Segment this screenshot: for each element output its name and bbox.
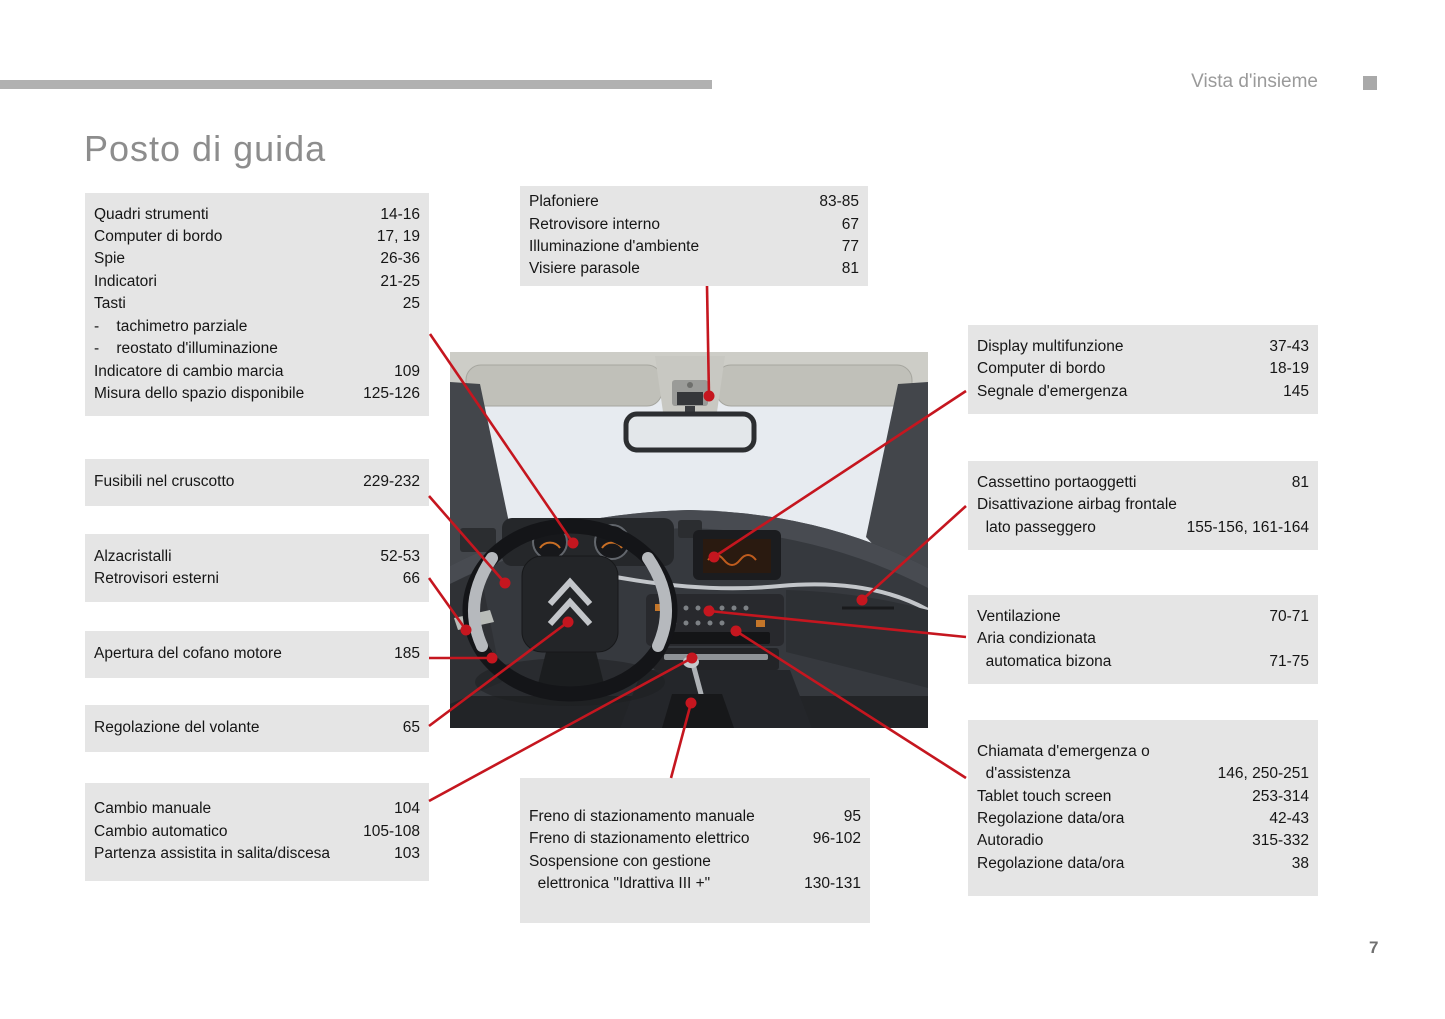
- entry-label: Partenza assistita in salita/discesa: [94, 845, 331, 863]
- entry-pages: 66: [402, 570, 420, 587]
- index-entry: [94, 361, 420, 383]
- index-entry: [977, 517, 1309, 539]
- entry-label: Freno di stazionamento manuale: [529, 807, 755, 825]
- page-number: 7: [1369, 938, 1379, 957]
- entry-pages: 146, 250-251: [1217, 765, 1309, 783]
- entry-label: Chiamata d'emergenza o: [977, 742, 1150, 760]
- index-entry: [977, 606, 1309, 628]
- index-entry: [94, 568, 420, 590]
- entry-label: Freno di stazionamento elettrico: [529, 830, 750, 848]
- entry-label: Retrovisori esterni: [94, 570, 219, 587]
- header-rule: [0, 80, 712, 89]
- entry-pages: 70-71: [1269, 607, 1309, 625]
- entry-label: Regolazione data/ora: [977, 854, 1125, 872]
- index-box-gearbox: [85, 783, 429, 881]
- index-entry: [94, 643, 420, 665]
- entry-pages: 65: [402, 719, 420, 737]
- entry-label: Retrovisore interno: [529, 215, 660, 233]
- entry-label: Plafoniere: [529, 193, 599, 211]
- entry-pages: 103: [394, 845, 420, 863]
- index-entry: [977, 741, 1309, 763]
- index-entry: [94, 271, 420, 293]
- index-entry: [977, 763, 1309, 785]
- entry-label: Segnale d'emergenza: [977, 382, 1128, 400]
- ceiling-light-button: [687, 382, 693, 388]
- index-entry: [529, 236, 859, 258]
- entry-pages: 253-314: [1252, 787, 1309, 805]
- index-entry: [529, 806, 861, 828]
- entry-label: lato passeggero: [977, 518, 1096, 536]
- index-box-fuses: [85, 459, 429, 506]
- entry-pages: 315-332: [1252, 832, 1309, 850]
- entry-pages: [1303, 741, 1309, 763]
- index-entry: [94, 717, 420, 739]
- index-entry: [94, 843, 420, 865]
- index-entry: [977, 472, 1309, 494]
- section-label: Vista d'insieme: [1191, 71, 1318, 92]
- index-entry: [529, 191, 859, 213]
- index-entry: [529, 851, 861, 873]
- index-entry: [977, 628, 1309, 650]
- entry-label: Cambio automatico: [94, 822, 228, 840]
- index-box-instruments: [85, 193, 429, 416]
- entry-label: Display multifunzione: [977, 337, 1124, 355]
- entry-label: Aria condizionata: [977, 630, 1096, 648]
- entry-pages: 67: [841, 215, 859, 233]
- cd-slot: [664, 654, 768, 660]
- entry-label: automatica bizona: [977, 652, 1112, 670]
- entry-pages: 81: [1291, 473, 1309, 491]
- index-entry: [94, 226, 420, 248]
- entry-label: Disattivazione airbag frontale: [977, 496, 1177, 514]
- entry-pages: [414, 316, 420, 338]
- entry-label: Cambio manuale: [94, 800, 212, 818]
- entry-label: Regolazione del volante: [94, 719, 260, 737]
- entry-pages: 52-53: [380, 547, 420, 565]
- page-title: Posto di guida: [84, 128, 327, 169]
- climate-display: [662, 632, 770, 644]
- dashboard-photo: [450, 352, 928, 728]
- entry-label: Visiere parasole: [529, 260, 640, 278]
- entry-pages: 155-156, 161-164: [1186, 518, 1309, 536]
- section-marker-icon: [1363, 76, 1377, 90]
- index-entry: [977, 336, 1309, 358]
- entry-label: - tachimetro parziale: [94, 317, 248, 335]
- entry-pages: [414, 338, 420, 360]
- index-entry: [94, 293, 420, 315]
- entry-label: Computer di bordo: [977, 360, 1106, 378]
- index-entry: [977, 808, 1309, 830]
- index-entry: [94, 204, 420, 226]
- ceiling-light-lens: [677, 392, 703, 405]
- index-entry: [977, 494, 1309, 516]
- entry-label: Spie: [94, 250, 126, 268]
- entry-label: Misura dello spazio disponibile: [94, 384, 305, 402]
- entry-pages: 42-43: [1269, 810, 1309, 827]
- gear-boot: [662, 694, 734, 728]
- entry-pages: 185: [394, 645, 420, 663]
- index-entry: [94, 338, 420, 360]
- entry-pages: 37-43: [1269, 337, 1309, 355]
- index-entry: [977, 358, 1309, 380]
- index-entry: [529, 258, 859, 280]
- entry-label: Apertura del cofano motore: [94, 645, 282, 663]
- entry-pages: 96-102: [812, 830, 861, 848]
- index-entry: [529, 828, 861, 850]
- entry-pages: 38: [1291, 854, 1309, 872]
- entry-label: Cassettino portaoggetti: [977, 473, 1137, 491]
- index-box-hood-release: [85, 631, 429, 678]
- entry-pages: 95: [843, 807, 861, 825]
- entry-label: Tablet touch screen: [977, 787, 1112, 805]
- entry-pages: 81: [841, 260, 859, 278]
- entry-pages: 105-108: [363, 822, 420, 840]
- index-entry: [977, 786, 1309, 808]
- index-entry: [529, 214, 859, 236]
- sun-visor-right: [716, 365, 912, 406]
- rearview-mirror: [626, 414, 754, 450]
- entry-label: Tasti: [94, 295, 126, 313]
- entry-label: Alzacristalli: [94, 547, 172, 565]
- index-entry: [94, 798, 420, 820]
- entry-label: Fusibili nel cruscotto: [94, 473, 235, 491]
- entry-label: Indicatori: [94, 272, 157, 290]
- index-box-emergency-audio: [968, 720, 1318, 896]
- index-box-glovebox: [968, 461, 1318, 550]
- entry-label: elettronica "Idrattiva III +": [529, 874, 711, 892]
- entry-pages: 104: [394, 800, 420, 818]
- index-entry: [94, 248, 420, 270]
- index-entry: [94, 316, 420, 338]
- entry-label: Sospensione con gestione: [529, 852, 711, 870]
- entry-label: Regolazione data/ora: [977, 810, 1125, 827]
- entry-pages: [855, 851, 861, 873]
- entry-label: Indicatore di cambio marcia: [94, 362, 284, 380]
- index-box-ventilation: [968, 595, 1318, 684]
- entry-pages: 26-36: [380, 250, 420, 268]
- index-box-steering-adjust: [85, 705, 429, 752]
- gear-knob: [683, 656, 699, 668]
- index-entry: [529, 873, 861, 895]
- index-box-windows-mirrors: [85, 534, 429, 602]
- entry-label: Illuminazione d'ambiente: [529, 238, 700, 255]
- index-box-multifunction-display: [968, 325, 1318, 414]
- index-entry: [977, 853, 1309, 875]
- entry-pages: 14-16: [380, 205, 420, 223]
- sun-visor-left: [466, 365, 662, 406]
- entry-pages: 125-126: [363, 384, 420, 402]
- index-entry: [977, 830, 1309, 852]
- entry-label: Autoradio: [977, 832, 1044, 850]
- index-box-parking-brake: [520, 778, 870, 923]
- entry-label: Quadri strumenti: [94, 205, 209, 223]
- index-entry: [977, 651, 1309, 673]
- index-entry: [94, 383, 420, 405]
- index-entry: [94, 821, 420, 843]
- entry-label: - reostato d'illuminazione: [94, 340, 278, 358]
- entry-pages: 83-85: [819, 193, 859, 211]
- entry-pages: 71-75: [1269, 652, 1309, 670]
- index-entry: [94, 546, 420, 568]
- entry-label: d'assistenza: [977, 765, 1071, 783]
- entry-pages: 17, 19: [376, 228, 420, 246]
- entry-pages: 145: [1283, 382, 1309, 400]
- index-box-ceiling-lights: [520, 186, 868, 286]
- entry-pages: 77: [841, 238, 859, 255]
- entry-pages: 130-131: [804, 874, 861, 892]
- entry-label: Ventilazione: [977, 607, 1061, 625]
- entry-pages: [1303, 494, 1309, 516]
- entry-pages: 25: [402, 295, 420, 313]
- climate-led-right: [756, 620, 765, 627]
- entry-pages: 109: [394, 362, 420, 380]
- entry-pages: 229-232: [363, 473, 420, 491]
- entry-label: Computer di bordo: [94, 228, 223, 246]
- index-entry: [977, 381, 1309, 403]
- entry-pages: 21-25: [380, 272, 420, 290]
- entry-pages: [1303, 628, 1309, 650]
- index-entry: [94, 471, 420, 493]
- entry-pages: 18-19: [1269, 360, 1309, 378]
